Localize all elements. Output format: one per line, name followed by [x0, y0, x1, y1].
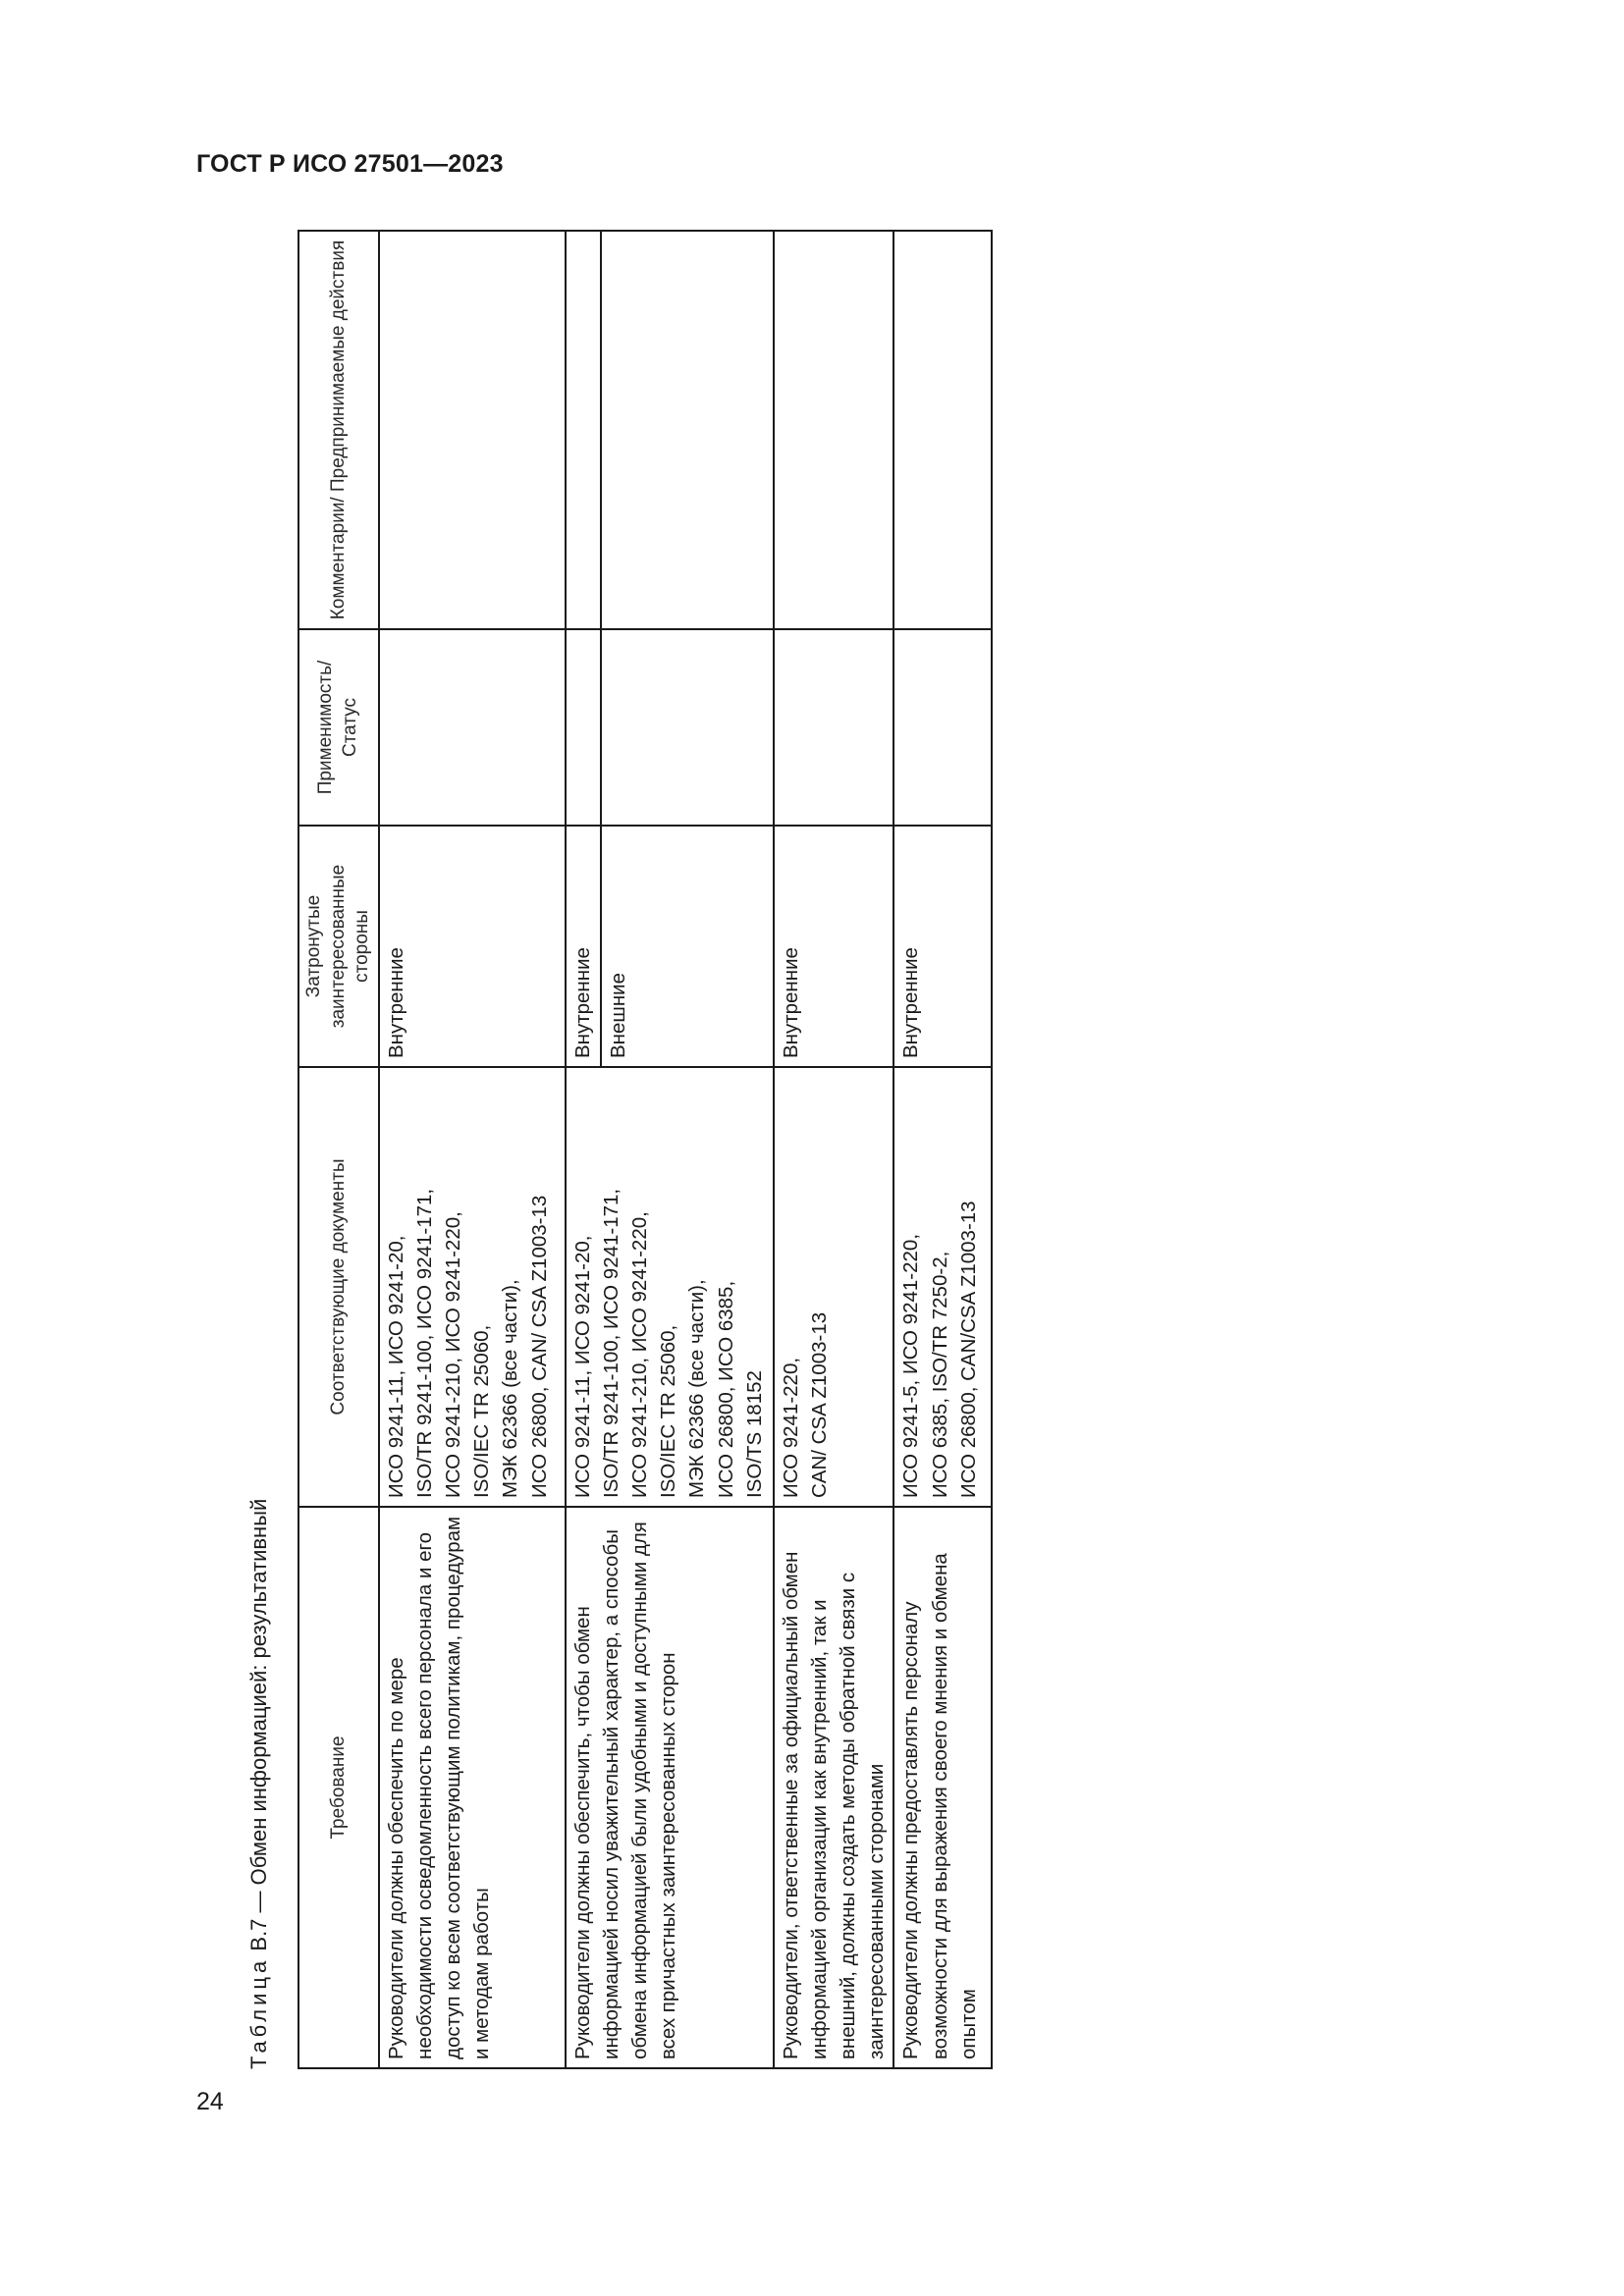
- cell-documents: ИСО 9241-5, ИСО 9241-220, ИСО 6385, ISO/TR 7250-2, ИСО 26800, CAN/CSA Z1003-13: [893, 1067, 992, 1507]
- cell-applicability: [893, 629, 992, 826]
- cell-comments: [566, 231, 601, 629]
- cell-documents: ИСО 9241-11, ИСО 9241-20, ISO/TR 9241-100, ИСО 9241-171, ИСО 9241-210, ИСО 9241-220, ISO/IEC TR 25060, МЭК 62366 (все части), ИСО 26800, ИСО 6385, ISO/TS 18152: [566, 1067, 774, 1507]
- table-row: [774, 231, 893, 2068]
- column-header-stakeholders: Затронутые заинтересованные стороны: [298, 826, 379, 1067]
- document-code: ГОСТ Р ИСО 27501—2023: [196, 150, 504, 178]
- cell-stakeholders: Внутренние: [774, 826, 893, 1067]
- cell-stakeholders: Внутренние: [379, 826, 566, 1067]
- table-caption-text: В.7 — Обмен информацией: результативный: [246, 1498, 271, 1951]
- cell-requirement: Руководители должны обеспечить, чтобы обмен информацией носил уважительный характер, а способы обмена информацией были удобными и доступными для всех причастных заинтересованных сторон: [566, 1507, 774, 2068]
- table-header-row: [298, 231, 379, 2068]
- column-header-applicability: Применимость/ Статус: [298, 629, 379, 826]
- rotated-table-block: [229, 232, 980, 2069]
- table-row: [893, 231, 992, 2068]
- cell-applicability: [774, 629, 893, 826]
- table-caption: [229, 232, 290, 2069]
- cell-requirement: Руководители должны предоставлять персоналу возможности для выражения своего мнения и обмена опытом: [893, 1507, 992, 2068]
- cell-documents: ИСО 9241-11, ИСО 9241-20, ISO/TR 9241-100, ИСО 9241-171, ИСО 9241-210, ИСО 9241-220, ISO/IEC TR 25060, МЭК 62366 (все части), ИСО 26800, CAN/ CSA Z1003-13: [379, 1067, 566, 1507]
- column-header-documents: Соответствующие документы: [298, 1067, 379, 1507]
- page-number: 24: [196, 2088, 224, 2115]
- cell-comments: [601, 231, 774, 629]
- cell-comments: [893, 231, 992, 629]
- cell-applicability: [566, 629, 601, 826]
- cell-stakeholders: Внешние: [601, 826, 774, 1067]
- table-row: [379, 231, 566, 2068]
- cell-applicability: [601, 629, 774, 826]
- cell-requirement: Руководители, ответственные за официальный обмен информацией организации как внутренний, так и внешний, должны создать методы обратной связи с заинтересованными сторонами: [774, 1507, 893, 2068]
- cell-stakeholders: Внутренние: [566, 826, 601, 1067]
- requirements-table: [298, 230, 993, 2069]
- column-header-requirement: Требование: [298, 1507, 379, 2068]
- column-header-comments: Комментарии/ Предпринимаемые действия: [298, 231, 379, 629]
- cell-comments: [774, 231, 893, 629]
- cell-documents: ИСО 9241-220, CAN/ CSA Z1003-13: [774, 1067, 893, 1507]
- cell-applicability: [379, 629, 566, 826]
- cell-requirement: Руководители должны обеспечить по мере необходимости осведомленность всего персонала и его доступ ко всем соответствующим политикам, процедурам и методам работы: [379, 1507, 566, 2068]
- cell-comments: [379, 231, 566, 629]
- table-row: [566, 231, 601, 2068]
- cell-stakeholders: Внутренние: [893, 826, 992, 1067]
- table-caption-prefix: Таблица: [246, 1956, 271, 2069]
